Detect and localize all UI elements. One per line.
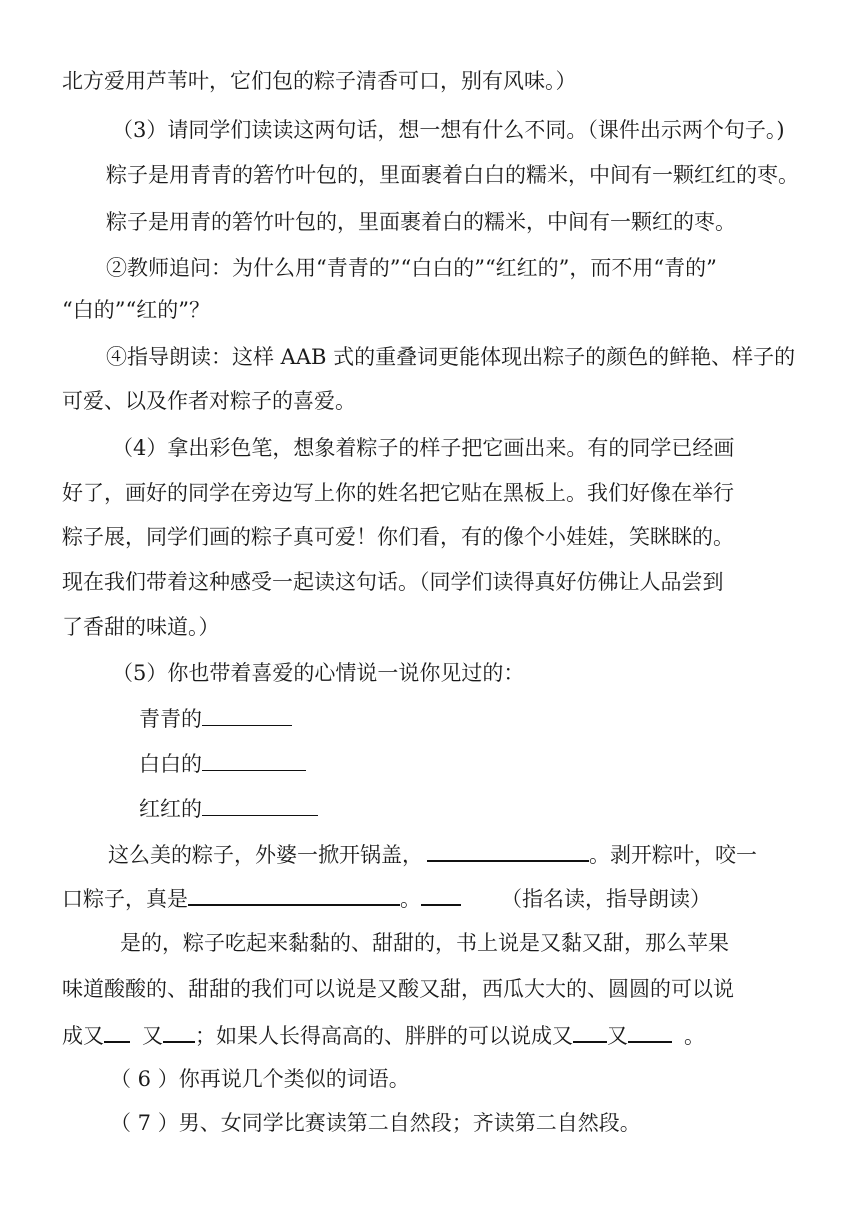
- fill-blank[interactable]: [573, 1019, 607, 1043]
- sentence-text: 口粽子，真是: [62, 887, 188, 911]
- fill-sentence-3: [62, 1019, 705, 1051]
- fill-blank[interactable]: [427, 838, 589, 862]
- reading-guidance: ④指导朗读：这样 AAB 式的重叠词更能体现出粽子的颜色的鲜艳、样子的: [106, 345, 796, 369]
- paragraph-line: 粽子展，同学们画的粽子真可爱！你们看，有的像个小娃娃，笑眯眯的。: [62, 525, 734, 549]
- paragraph-line: 是的，粽子吃起来黏黏的、甜甜的，书上说是又黏又甜，那么苹果: [120, 931, 729, 955]
- paragraph-line: “白的”“红的”？: [62, 298, 210, 322]
- fill-item-label: 红红的: [139, 797, 202, 821]
- teacher-question: ②教师追问：为什么用“青青的”“白白的”“红红的”，而不用“青的”: [106, 256, 717, 280]
- sentence-text: 又: [142, 1024, 163, 1048]
- fill-blank[interactable]: [202, 748, 306, 771]
- fill-blank[interactable]: [202, 703, 292, 726]
- question-6: （ 6 ）你再说几个类似的词语。: [110, 1067, 410, 1091]
- fill-item-red: [139, 793, 318, 824]
- fill-blank[interactable]: [163, 1019, 195, 1043]
- example-sentence-plain: 粽子是用青的箬竹叶包的，里面裹着白的糯米，中间有一颗红的枣。: [106, 210, 736, 234]
- sentence-text: 。: [684, 1024, 705, 1048]
- fill-item-label: 青青的: [139, 707, 202, 731]
- sentence-text: 成又: [62, 1024, 104, 1048]
- sentence-text: 。: [400, 887, 421, 911]
- fill-sentence-2: [62, 882, 711, 914]
- question-5: （5）你也带着喜爱的心情说一说你见过的：: [112, 661, 525, 685]
- example-sentence-reduplicated: 粽子是用青青的箬竹叶包的，里面裹着白白的糯米，中间有一颗红红的枣。: [106, 163, 799, 187]
- fill-blank[interactable]: [188, 882, 400, 906]
- fill-item-white: [139, 748, 306, 779]
- paragraph-line: 现在我们带着这种感受一起读这句话。（同学们读得真好仿佛让人品尝到: [62, 570, 724, 594]
- sentence-text: ；如果人长得高高的、胖胖的可以说成又: [195, 1024, 573, 1048]
- sentence-text: 。剥开粽叶，咬一: [589, 843, 757, 867]
- question-3: （3）请同学们读读这两句话，想一想有什么不同。（课件出示两个句子。): [112, 118, 785, 142]
- paragraph-line: 北方爱用芦苇叶，它们包的粽子清香可口，别有风味。）: [62, 69, 577, 93]
- reading-note: （指名读，指导朗读）: [501, 887, 711, 911]
- question-7: （ 7 ）男、女同学比赛读第二自然段；齐读第二自然段。: [110, 1111, 641, 1135]
- paragraph-line: 可爱、以及作者对粽子的喜爱。: [62, 389, 356, 413]
- paragraph-line: 了香甜的味道。）: [62, 615, 220, 639]
- fill-blank[interactable]: [421, 882, 461, 906]
- paragraph-line: 味道酸酸的、甜甜的我们可以说是又酸又甜，西瓜大大的、圆圆的可以说: [62, 977, 734, 1001]
- question-4: （4）拿出彩色笔，想象着粽子的样子把它画出来。有的同学已经画: [112, 436, 735, 460]
- fill-blank[interactable]: [104, 1019, 130, 1043]
- fill-item-green: [139, 703, 292, 734]
- paragraph-line: 好了，画好的同学在旁边写上你的姓名把它贴在黑板上。我们好像在举行: [62, 481, 734, 505]
- fill-blank[interactable]: [202, 793, 318, 816]
- sentence-text: 这么美的粽子，外婆一掀开锅盖，: [108, 843, 423, 867]
- fill-sentence-1: [108, 838, 757, 870]
- sentence-text: 又: [607, 1024, 628, 1048]
- fill-blank[interactable]: [628, 1019, 672, 1043]
- fill-item-label: 白白的: [139, 752, 202, 776]
